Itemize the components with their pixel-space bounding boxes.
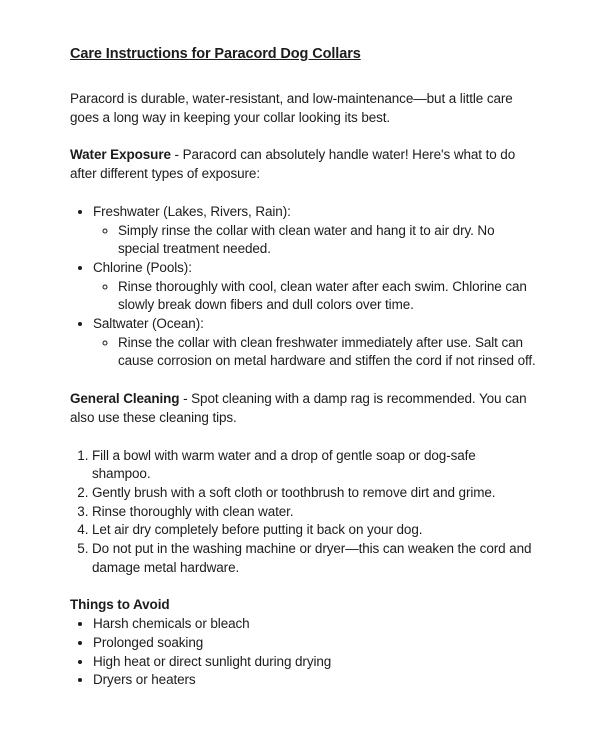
- cleaning-steps-list: [70, 447, 536, 578]
- intro-paragraph: Paracord is durable, water-resistant, and low-maintenance—but a little care goes a long way in keeping your collar looking its best.: [70, 91, 513, 125]
- water-exposure-lead-text: - Paracord can absolutely handle water! Here's what to do after different types of exposure:: [70, 147, 516, 182]
- step-item: 4. Let air dry completely before putting it back on your dog.: [92, 521, 536, 540]
- list-item-label: Freshwater (Lakes, Rivers, Rain):: [93, 203, 291, 219]
- step-item: 2. Gently brush with a soft cloth or toothbrush to remove dirt and grime.: [92, 484, 536, 503]
- freshwater-sub-list: [93, 222, 536, 259]
- step-item: 5. Do not put in the washing machine or dryer—this can weaken the cord and damage metal hardware.: [92, 540, 536, 577]
- things-to-avoid-paragraph: [70, 596, 536, 615]
- general-cleaning-lead-text: - Spot cleaning with a damp rag is recommended. You can also use these cleaning tips.: [70, 391, 527, 425]
- chlorine-sub-list: [93, 278, 536, 315]
- general-cleaning-paragraph: [70, 390, 536, 427]
- things-to-avoid-heading: Things to Avoid: [70, 597, 170, 613]
- sub-list-item: ◦ Rinse the collar with clean freshwater immediately after use. Salt can cause corrosion on metal hardware and stiffen the cord if not rinsed off.: [118, 334, 536, 371]
- list-item-saltwater: [93, 315, 536, 371]
- sub-list-item: ◦ Simply rinse the collar with clean water and hang it to air dry. No special treatment needed.: [118, 222, 536, 259]
- avoid-item: • High heat or direct sunlight during drying: [93, 653, 536, 672]
- things-to-avoid-list: [70, 615, 536, 690]
- sub-list-item: ◦ Rinse thoroughly with cool, clean water after each swim. Chlorine can slowly break down fibers and dull colors over time.: [118, 278, 536, 315]
- water-exposure-paragraph: [70, 146, 536, 183]
- list-item-freshwater: [93, 203, 536, 259]
- avoid-item: • Dryers or heaters: [93, 671, 536, 690]
- water-exposure-heading: Water Exposure: [70, 147, 171, 163]
- document-title: Care Instructions for Paracord Dog Collars: [70, 46, 361, 62]
- list-item-label: Chlorine (Pools):: [93, 259, 192, 275]
- step-item: 1. Fill a bowl with warm water and a drop of gentle soap or dog-safe shampoo.: [92, 447, 536, 484]
- step-item: 3. Rinse thoroughly with clean water.: [92, 503, 536, 522]
- general-cleaning-heading: General Cleaning: [70, 391, 180, 407]
- water-exposure-list: [70, 203, 536, 371]
- saltwater-sub-list: [93, 334, 536, 371]
- avoid-item: • Prolonged soaking: [93, 634, 536, 653]
- list-item-chlorine: [93, 259, 536, 315]
- avoid-item: • Harsh chemicals or bleach: [93, 615, 536, 634]
- list-item-label: Saltwater (Ocean):: [93, 316, 204, 332]
